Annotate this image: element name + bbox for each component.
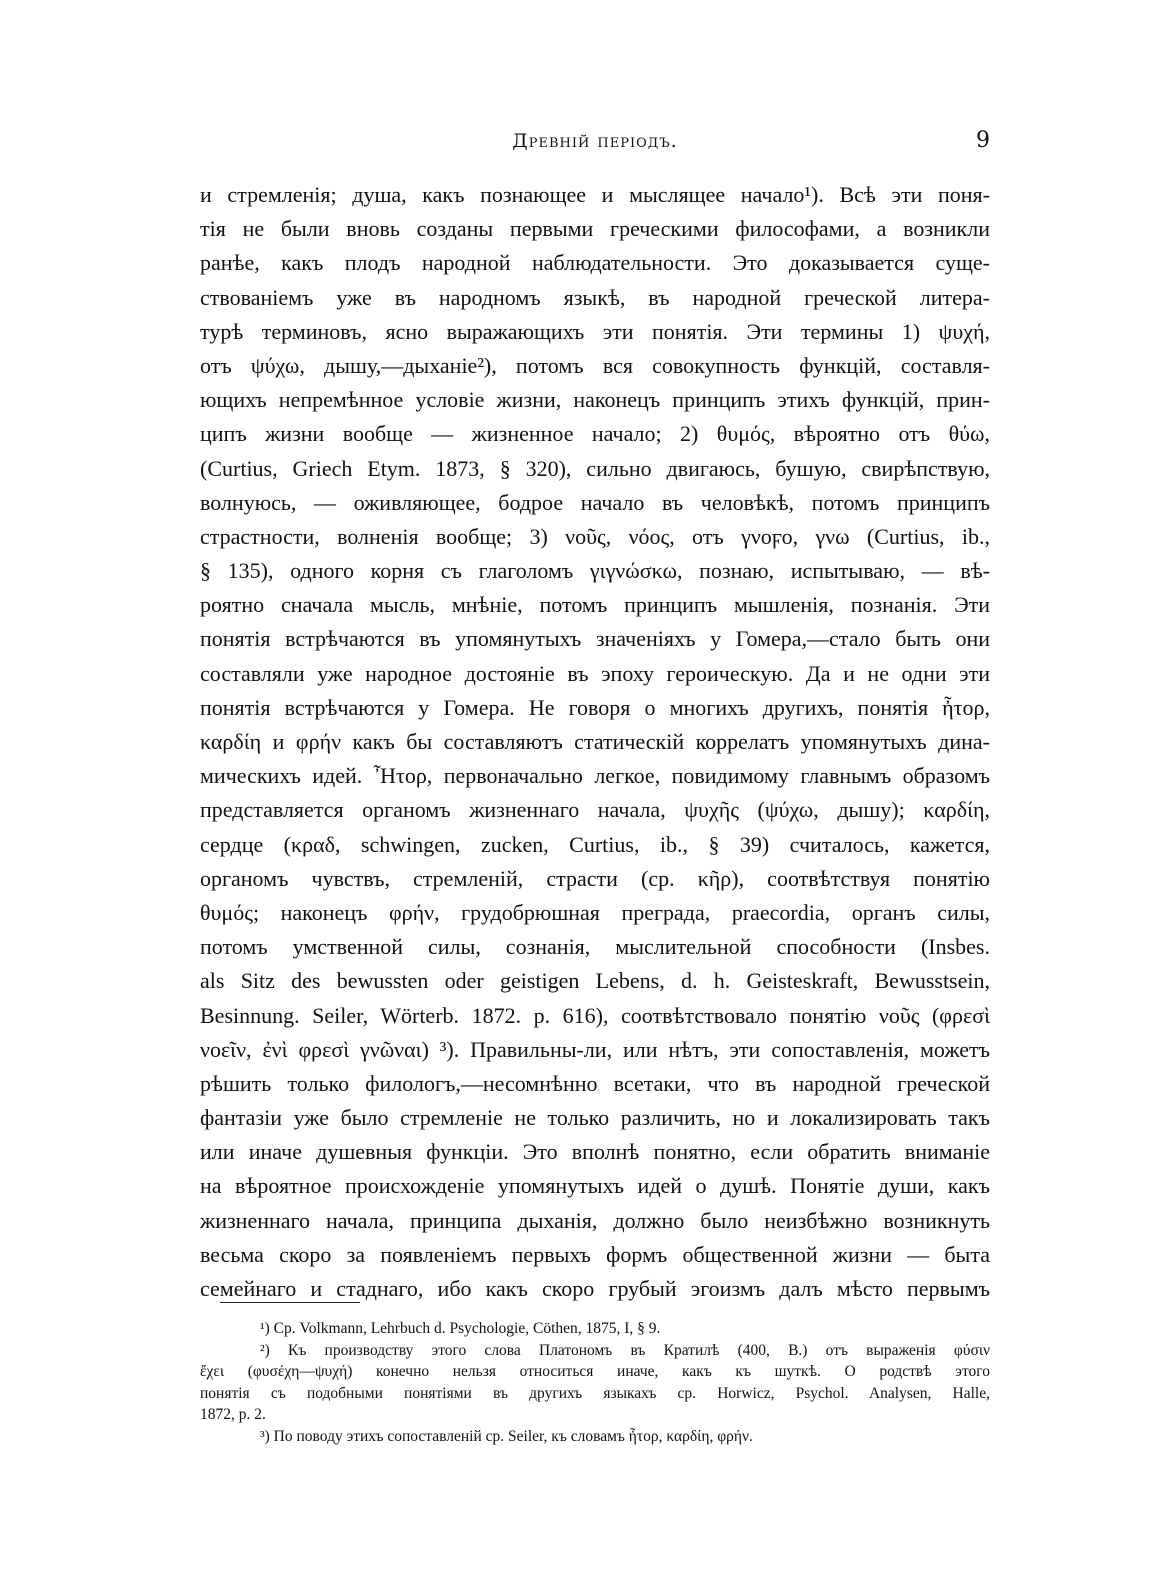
text-line: турѣ терминовъ, ясно выражающихъ эти понятія. Эти термины 1) ψυχή, [200,318,990,344]
footnote-rule [220,1302,360,1303]
text-line: волнуюсь, — оживляющее, бодрое начало въ человѣкѣ, потомъ принципъ [200,489,990,515]
text-line: семейнаго и стаднаго, ибо какъ скоро грубый эгоизмъ далъ мѣсто первымъ [200,1276,990,1301]
text-line: отъ ψύχω, дышу,—дыханіе²), потомъ вся совокупность функцій, составля- [200,352,990,378]
body-text [200,178,990,1306]
footnote-line: ἔχει (φυσέχη—ψυχή) конечно нельзя относиться иначе, какъ къ шуткѣ. О родствѣ этого [200,1363,990,1380]
running-title: Древній періодъ. [512,130,678,152]
text-line: и стремленія; душа, какъ познающее и мыслящее начало¹). Всѣ эти поня- [200,182,990,207]
footnote-line: понятія съ подобными понятіями въ другихъ языкахъ ср. Horwicz, Psychol. Analysen, Halle, [200,1384,990,1402]
text-line: представляется органомъ жизненнаго начала, ψυχῆς (ψύχω, дышу); καρδίη, [200,797,990,823]
text-line: ствованіемъ уже въ народномъ языкѣ, въ народной греческой литера- [200,284,990,310]
footnote-line: ²) Къ производству этого слова Платономъ въ Кратилѣ (400, B.) отъ выраженія φύσιν [260,1341,990,1359]
footnote-line: 1872, p. 2. [200,1406,266,1423]
text-line: § 135), одного корня съ глаголомъ γιγνώσκω, познаю, испытываю, — вѣ- [200,558,990,584]
footnote-line: ¹) Ср. Volkmann, Lehrbuch d. Psychologie, Cöthen, 1875, I, § 9. [260,1320,661,1337]
text-line: на вѣроятное происхожденіе упомянутыхъ идей о душѣ. Понятіе души, какъ [200,1173,990,1199]
text-line: жизненнаго начала, принципа дыханія, должно было неизбѣжно возникнуть [200,1207,990,1233]
page-header [200,130,990,160]
page-number: 9 [976,128,990,153]
text-line: весьма скоро за появленіемъ первыхъ формъ общественной жизни — быта [200,1241,990,1267]
text-line: тія не были вновь созданы первыми греческими философами, а возникли [200,216,990,242]
footnotes [200,1318,990,1447]
text-line: понятія встрѣчаются въ упомянутыхъ значеніяхъ у Гомера,—стало быть они [200,626,990,652]
text-line: καρδίη и φρήν какъ бы составляютъ статическій коррелатъ упомянутыхъ дина- [200,729,990,754]
text-line: сердце (κραδ, schwingen, zucken, Curtius, ib., § 39) считалось, кажется, [200,831,990,857]
text-line: рѣшить только филологъ,—несомнѣнно всетаки, что въ народной греческой [200,1070,990,1096]
text-line: Besinnung. Seiler, Wörterb. 1872. p. 616), соотвѣтствовало понятію νοῦς (φρεσὶ [200,1002,990,1028]
text-line: ципъ жизни вообще — жизненное начало; 2) θυμός, вѣроятно отъ θύω, [200,421,990,447]
text-line: θυμός; наконецъ φρήν, грудобрюшная преграда, praecordia, органъ силы, [200,899,990,925]
text-line: фантазіи уже было стремленіе не только различить, но и локализировать такъ [200,1105,990,1131]
footnote-line: ³) По поводу этихъ сопоставленій ср. Seiler, къ словамъ ἦτορ, καρδίη, φρήν. [260,1427,753,1445]
text-line: ющихъ непремѣнное условіе жизни, наконецъ принципъ этихъ функцій, прин- [200,387,990,413]
text-line: страстности, волненія вообще; 3) νοῦς, νόος, отъ γνοϝο, γνω (Curtius, ib., [200,523,990,549]
text-line: ранѣе, какъ плодъ народной наблюдательности. Это доказывается суще- [200,250,990,276]
text-line: роятно сначала мысль, мнѣніе, потомъ принципъ мышленія, познанія. Эти [200,592,990,618]
text-line: (Curtius, Griech Etym. 1873, § 320), сильно двигаюсь, бушую, свирѣпствую, [200,455,990,481]
text-line: составляли уже народное достояніе въ эпоху героическую. Да и не одни эти [200,660,990,686]
text-line: понятія встрѣчаются у Гомера. Не говоря о многихъ другихъ, понятія ἦτορ, [200,694,990,720]
text-line: als Sitz des bewussten oder geistigen Lebens, d. h. Geisteskraft, Bewusstsein, [200,968,990,994]
text-line: νοεῖν, ἐνὶ φρεσὶ γνῶναι) ³). Правильны-ли, или нѣтъ, эти сопоставленія, можетъ [200,1036,990,1062]
text-line: органомъ чувствъ, стремленій, страсти (ср. κῆρ), соотвѣтствуя понятію [200,865,990,891]
text-line: потомъ умственной силы, сознанія, мыслительной способности (Insbes. [200,934,990,960]
text-line: мическихъ идей. Ἦτορ, первоначально легкое, повидимому главнымъ образомъ [200,763,990,789]
text-line: или иначе душевныя функціи. Это вполнѣ понятно, если обратить вниманіе [200,1139,990,1165]
